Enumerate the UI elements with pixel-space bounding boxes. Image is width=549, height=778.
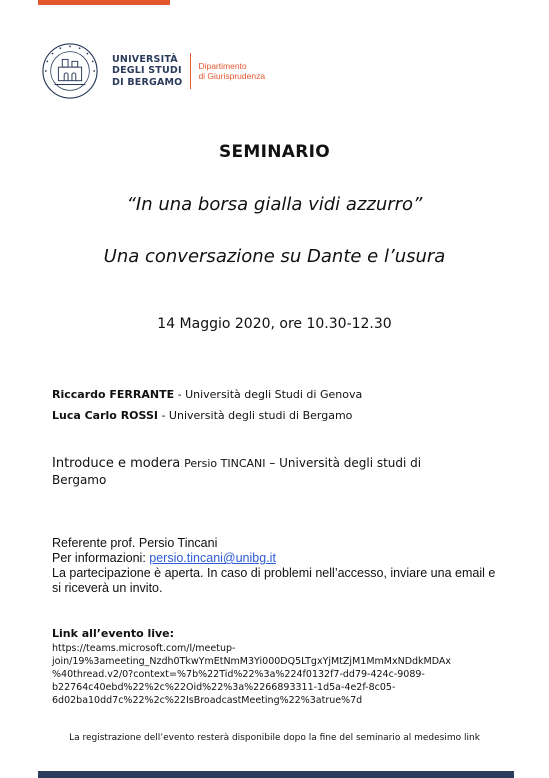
moderator-affiliation: – Università degli studi di Bergamo bbox=[52, 456, 422, 487]
contact-line bbox=[52, 551, 502, 566]
participation-text: La partecipazione è aperta. In caso di problemi nell’accesso, inviare una email e si riceverà un invito. bbox=[52, 566, 496, 595]
event-link-url-line: 6d02ba10dd7c%22%2c%22IsBroadcastMeeting%22%3atrue%7d bbox=[52, 695, 363, 706]
university-name bbox=[112, 54, 182, 89]
event-link-url[interactable] bbox=[52, 642, 512, 707]
speaker-row bbox=[52, 409, 352, 422]
speaker-name: Luca Carlo ROSSI bbox=[52, 409, 158, 422]
info-block bbox=[52, 536, 502, 596]
top-accent-bar bbox=[38, 0, 170, 5]
page-header bbox=[40, 42, 265, 100]
event-link-url-line: %40thread.v2/0?context=%7b%22Tid%22%3a%224f0132f7-dd79-424c-9089- bbox=[52, 669, 425, 680]
event-link-url-line: https://teams.microsoft.com/l/meetup- bbox=[52, 643, 236, 654]
university-name-line: DEGLI STUDI bbox=[112, 65, 182, 77]
department-name bbox=[198, 61, 265, 82]
event-link-url-line: b22764c40ebd%22%2c%22Oid%22%3a%2266893311-1d5a-4e2f-8c05- bbox=[52, 682, 396, 693]
department-name-line: di Giurisprudenza bbox=[198, 71, 266, 81]
seminar-title: “In una borsa gialla vidi azzurro” bbox=[126, 194, 423, 215]
speaker-affiliation: - Università degli Studi di Genova bbox=[174, 388, 363, 401]
referent-text: Referente prof. Persio Tincani bbox=[52, 536, 218, 550]
bottom-brand-bar bbox=[38, 771, 514, 778]
speaker-affiliation: - Università degli studi di Bergamo bbox=[157, 409, 353, 422]
event-link-url-line: join/19%3ameeting_Nzdh0TkwYmEtNmM3Yi000DQ5LTgxYjMtZjM1MmMxNDdkMDAx bbox=[52, 656, 452, 667]
contact-email-link[interactable]: persio.tincani@unibg.it bbox=[149, 551, 276, 565]
moderator-name: Persio TINCANI bbox=[184, 457, 266, 470]
seminar-subtitle: Una conversazione su Dante e l’usura bbox=[103, 246, 446, 267]
event-link-label: Link all’evento live: bbox=[52, 627, 175, 640]
contact-label: Per informazioni: bbox=[52, 551, 150, 565]
header-divider bbox=[190, 53, 191, 89]
recording-footnote: La registrazione dell’evento resterà disponibile dopo la fine del seminario al medesimo link bbox=[69, 733, 480, 743]
university-seal-icon bbox=[40, 42, 100, 100]
department-name-line: Dipartimento bbox=[198, 60, 247, 71]
speaker-row bbox=[52, 388, 362, 401]
moderator-paragraph bbox=[52, 455, 472, 489]
university-name-line: UNIVERSITÀ bbox=[112, 53, 178, 65]
seminar-label: SEMINARIO bbox=[218, 142, 331, 162]
moderator-lead: Introduce e modera bbox=[52, 456, 181, 471]
speaker-name: Riccardo FERRANTE bbox=[52, 388, 175, 401]
seminar-date: 14 Maggio 2020, ore 10.30-12.30 bbox=[157, 316, 392, 332]
university-name-line: DI BERGAMO bbox=[112, 76, 183, 88]
